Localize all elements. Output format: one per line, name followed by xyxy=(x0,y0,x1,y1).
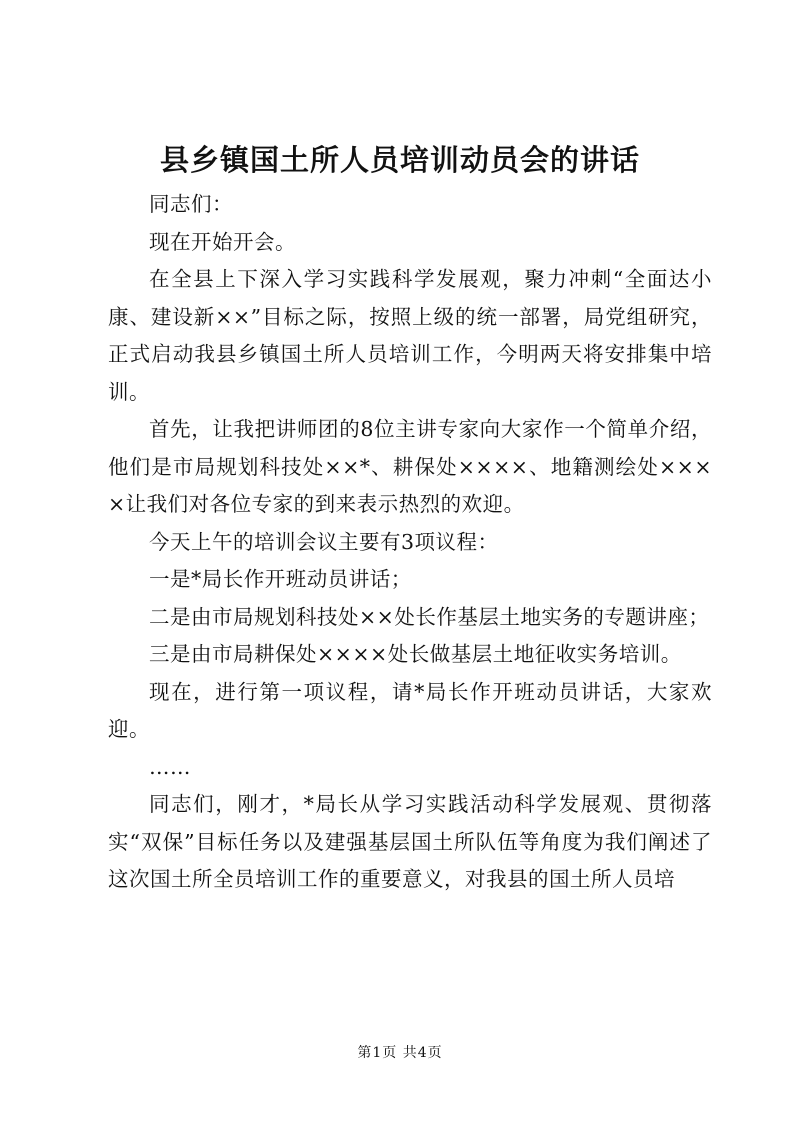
paragraph-agenda-item-2: 二是由市局规划科技处××处长作基层土地实务的专题讲座； xyxy=(149,604,710,629)
paragraph-summary: 同志们，刚才，*局长从学习实践活动科学发展观、贯彻落实“双保”目标任务以及建强基层国土所队伍等角度为我们阐述了这次国土所全员培训工作的重要意义，对我县的国土所人员培 xyxy=(108,792,712,891)
page-footer: 第1页 共4页 xyxy=(357,1045,443,1061)
paragraph-greeting: 同志们： xyxy=(149,192,233,216)
paragraph-background: 在全县上下深入学习实践科学发展观，聚力冲刺“全面达小康、建设新××”目标之际，按照上级的统一部署，局党组研究，正式启动我县乡镇国土所人员培训工作，今明两天将安排集中培训。 xyxy=(108,267,712,404)
document-title: 县乡镇国土所人员培训动员会的讲话 xyxy=(159,143,640,177)
paragraph-experts: 首先，让我把讲师团的8位主讲专家向大家作一个简单介绍，他们是市局规划科技处××*、耕保处××××、地籍测绘处××××让我们对各位专家的到来表示热烈的欢迎。 xyxy=(108,417,712,516)
paragraph-agenda-intro: 今天上午的培训会议主要有3项议程： xyxy=(149,529,499,554)
document-body xyxy=(108,186,712,899)
paragraph-opening: 现在开始开会。 xyxy=(149,229,296,254)
paragraph-first-item: 现在，进行第一项议程，请*局长作开班动员讲话，大家欢迎。 xyxy=(108,679,712,741)
paragraph-agenda-item-1: 一是*局长作开班动员讲话； xyxy=(149,567,412,591)
paragraph-ellipsis: …… xyxy=(149,754,191,779)
paragraph-agenda-item-3: 三是由市局耕保处××××处长做基层土地征收实务培训。 xyxy=(149,642,682,666)
